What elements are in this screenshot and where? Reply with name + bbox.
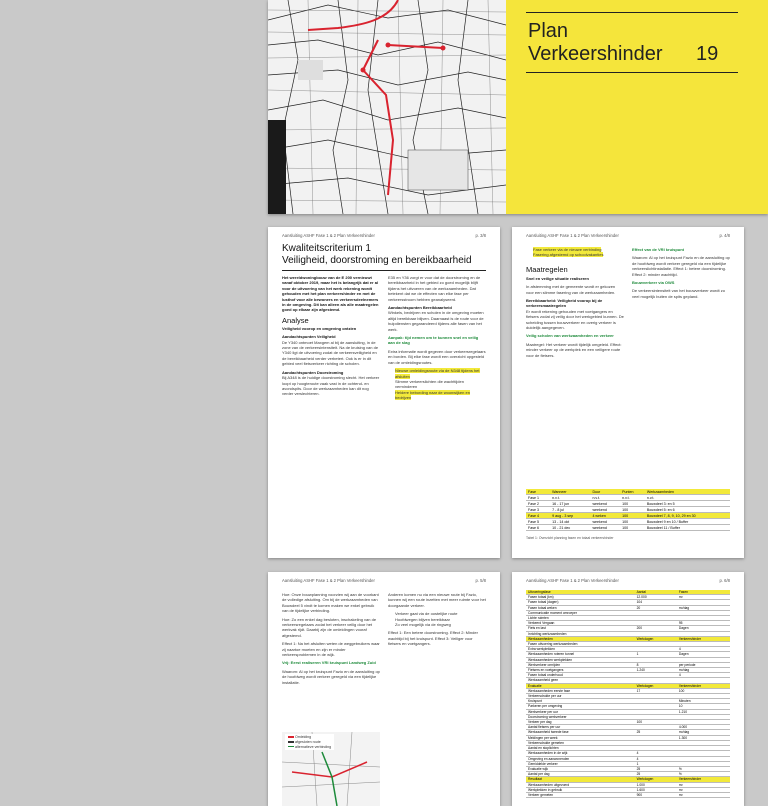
route-map-illustration [268, 0, 506, 214]
table-section-row: Werkzaamheden Werkdagen Verkeershinder [526, 636, 730, 641]
bullet-item: • Heldere bebording naar de woonwijken en bedrijven [395, 390, 486, 401]
table-row-highlighted: Fase 4 9 aug - 3 sep 4 weken 100 Bouwdeel 7, 8, 9, 10, 29 en 30 [526, 513, 730, 519]
col2-text: E35 en Y36 zorgt er voor dat de doorstroming en de bereikbaarheid in het gebied zo goed mogelijk blijft tijdens het uitvoeren van de werkzaamheden. Dat betekent dat we de effecten van elke fase per verkeersstroom hebben geanalyseerd. [388, 275, 481, 302]
table-row: Verkeer gemeten 900 m² [526, 792, 730, 797]
table-row: Werkverkeer omrijden 8 per periode [526, 662, 730, 667]
bullet-item: • Nieuwe omleidingsroute via de N348 tijdens het afsluiten [395, 368, 486, 379]
cover-title-line2: Verkeershinder [528, 43, 663, 65]
bullet-item: • Hoofdwegen blijven bereikbaar [395, 617, 486, 622]
table-header-row: Fase Wanneer Duur Punten Werkzaamheden [526, 489, 730, 495]
bullet-item: • Verkeer gaat via de oostelijke route [395, 611, 486, 616]
cover-title-line1: Plan [528, 20, 569, 42]
body-text: Effect 1: Een betere doorstroming. Effect 2: Minder wachttijd bij het kruispunt. Effect 3: Veiliger voor fietsers en voetgangers. [388, 630, 478, 647]
measures-green: Veilig scholen van werkzaamheden en verkeer [526, 333, 614, 339]
analysis-subheading: Veiligheid voorop en omgeving ontzien [282, 325, 357, 331]
legend-item: afgesloten route [288, 740, 331, 745]
ows-text: De verkeersintensiteit van het bouwverkeer wordt zo veel mogelijk buiten de spits gepland. [632, 288, 725, 299]
table-row: Werkzaamheden uitgevoerd 1.000 m² [526, 782, 730, 787]
legend-item: alternatieve verbinding [288, 745, 331, 750]
table-row: Kruispunt Minuten [526, 699, 730, 704]
body-text: Effect 1: Na het afsluiten weten de weggebruikers waar zij naartoe moeten en zijn er minder verkeersproblemen in de wijk. [282, 641, 380, 658]
right-column [388, 275, 486, 555]
data-table [526, 590, 730, 798]
table-row: Werkzaamheden werkplekken [526, 657, 730, 662]
table-section-row: Evaluatie Werkdagen Verkeershinder [526, 683, 730, 688]
ows-heading: Bouwverkeer via OWS [632, 280, 675, 286]
table-row: Fasen totaal weken 20 m²/dag [526, 605, 730, 610]
left-column [282, 275, 380, 555]
table-row: Werkzaamheden in de wijk 4 [526, 751, 730, 756]
measures-text: In afstemming met de gemeente wordt er gekozen voor een slimme fasering van de werkzaamheden. [526, 284, 616, 295]
detour-map [282, 732, 380, 806]
table-row: Fase 6 10 - 21 dec weekend 100 Bouwdeel 11 / Buffer [526, 525, 730, 531]
table-row: Fiets en last 200 Dagen [526, 626, 730, 631]
table-row: Fase 3 7 - 8 jul weekend 100 Bouwdeel 5: en 6 [526, 507, 730, 513]
measures-heading: Maatregelen [526, 264, 568, 274]
approach-heading: Aanpak: tijd nemen om te kunnen snel en veilig aan de slag [388, 335, 479, 346]
table-row: Verkeer per dag 100 [526, 720, 730, 725]
table-row: Communicatie moment omroeper [526, 610, 730, 615]
body-text: Hoe: Onze bouwplanning voorzien wij aan de voorkant de volledige afsluiting. Om bij de werkzaamheden van Bouwdeel 5 vindt te komen maken we enkel gebruik van de tijdelijke verbinding. [282, 592, 379, 614]
legend-item: Omleiding [288, 735, 331, 740]
cover-rule-top [526, 12, 738, 13]
table-row: Fase 2 16 - 17 jun weekend 100 Bouwdeel 3: en 5 [526, 501, 730, 507]
left-column [282, 592, 380, 732]
spread2-left-page [268, 572, 500, 806]
cover-rule-bottom [526, 72, 738, 73]
table-row: Fase 1 n.v.t. n.v.t. n.v.t. n.v.t. [526, 495, 730, 501]
page-header: Aansluiting ASHF Fase 1 & 2 Plan Verkeershinder [526, 233, 619, 238]
cover-page [268, 0, 768, 214]
heading-rule [282, 270, 486, 271]
spread2-right-page [512, 572, 744, 806]
cover-yellow-panel [506, 0, 768, 214]
table-header-row: Uitvoeringsfase Aantal Fasen [526, 590, 730, 595]
safety-title: Aandachtspunten Veiligheid [282, 334, 336, 340]
measures-text3: Maatregel: Het verkeer wordt tijdelijk omgeleid. Effect: minder verkeer op de werkplek en een veiligere route voor de fietsers. [526, 341, 622, 358]
table-row: Omgeving en aanwonenden 4 [526, 756, 730, 761]
table-row: Aantal per dag 25 % [526, 772, 730, 777]
body-text: Anderen komen nu via een nieuwe route bij Fazio, kunnen wij een route inzetten met meer ruimte voor het doorgaande verkeer. [388, 592, 486, 608]
table-row: Extra werkplekken 4 [526, 647, 730, 652]
table-row: Werkzaamheid tweede fase 25 m²/dag [526, 730, 730, 735]
intro-text: Het wereldwoningbouw van de E 200 vernieuwt vanaf oktober 2019, maar het is belangrijk dat er al voor de uitvoering van het werk rekening wordt gehouden met het plan verkeershinder en met de lusthof voor alle bewoners en verkeersdeelnemers in de omgeving. Dit kan alleen als alle maatregelen goed op elkaar zijn afgestemd. [282, 275, 379, 313]
vri-heading: Effect van de VRI kruispunt [632, 247, 685, 252]
heading-line2: Veiligheid, doorstroming en bereikbaarheid [282, 255, 472, 266]
flow-text: Bij A348 is de huidige doorstroming slecht. Het verkeer loopt op hoogteroute vaak vast in de ochtend- en avondspits. Door de werkzaamheden kan dit nog verder verslechteren. [282, 375, 380, 397]
table-row: Fasen totaal (km) 12.000 m² [526, 595, 730, 600]
body-text: Waarom: Al op het kruispunt Fazio en de aansluiting op de hoofdweg wordt verkeer geregeld via een tijdelijke installatie. [282, 668, 380, 685]
body-text: Hoe: Zo een enkel dag besloten, inschakeling van de verkeersregelaars zodat het verkeer veilig door het werkvak rijdt. Daarbij zijn de omleidingen vooraf afgestemd. [282, 616, 377, 638]
table-row: Werkzaamheden eerste fase 17 100 [526, 688, 730, 693]
safety-text: De Y340 ontmoet Maxgem al bij de aansluiting, in de zone van de verkeersintensiteit. Na de kruising van de Y340 ligt de uitvoering zodat de verkeersveiligheid en de bereikbaarheid verder verbetert. Ook is er in dit gebied veel fietsverkeer richting de scholen. [282, 339, 379, 367]
table-row: Aantal fietsers per uur 4.000 [526, 725, 730, 730]
spread1-right-page [512, 227, 744, 558]
analysis-heading: Analyse [282, 315, 309, 325]
approach-text: Extra informatie wordt gegeven door verkeersregelaars en borden. Bij elke fase wordt een overzicht opgesteld van de omleidingsroutes. [388, 348, 486, 365]
table-row: Verkeersdrukte gemeten [526, 740, 730, 745]
bullet-item: • Zo veel mogelijk via de ringweg [395, 622, 486, 627]
intro-bullets [526, 247, 624, 258]
table-row: Fasen totaal (dagen) 104 [526, 600, 730, 605]
phase-table [526, 489, 730, 531]
accessibility-title: Aandachtspunten Bereikbaarheid [388, 305, 452, 311]
page-header: Aansluiting ASHF Fase 1 & 2 Plan Verkeershinder [282, 233, 375, 238]
table-row: Lichte ruimten [526, 616, 730, 621]
table-row: Werkverkeer per uur 1.210 [526, 709, 730, 714]
table-row: Fietsers en voetgangers 1.240 m²/dag [526, 668, 730, 673]
bullet-item: • Slimme verkeerslichten die wachttijden verminderen [395, 379, 486, 390]
heading-line1: Kwaliteitscriterium 1 [282, 243, 371, 254]
bullet-item: • Fase verkeer via de nieuwe verbinding [533, 247, 624, 252]
table-row: Meldingen per week 1.300 [526, 735, 730, 740]
measures-text2: Er wordt rekening gehouden met voetgangers en fietsers zodat zij veilig door het werkgebied kunnen. De scheiding tussen bouwverkeer en overig verkeer is duidelijk aangegeven. [526, 308, 624, 331]
table-row: Fasen uitvoering werkzaamheden [526, 642, 730, 647]
table-row: Inrichting werkzaamheden [526, 631, 730, 636]
table-row: Werkzaamheden roteren tunnel 1 Dagen [526, 652, 730, 657]
vri-text: Waarom: Al op het kruispunt Fazio en de aansluiting op de hoofdweg wordt verkeer geregeld via een tijdelijke verkeerslichtinstallatie. Effect 1: betere doorstroming. Effect 2: minder wachttijd. [632, 255, 730, 277]
cover-map [268, 0, 506, 214]
table-row: Werkzaamheid geen [526, 678, 730, 683]
left-column [526, 247, 624, 512]
table-row: Verkeerd Vergaan 95 [526, 621, 730, 626]
spread1-left-page [268, 227, 500, 558]
page-number: p. 5/8 [475, 578, 486, 583]
bullet-item: • Fasering afgestemd op schoolvakanties [533, 252, 624, 257]
page-number: p. 4/8 [719, 233, 730, 238]
page-number: p. 3/8 [475, 233, 486, 238]
table-row: Gemiddelde verkeer 1 [526, 761, 730, 766]
right-column [388, 592, 486, 802]
table-row: Verkeersdrukte per uur [526, 694, 730, 699]
measures-title2: Bereikbaarheid: Veiligheid voorop bij de verkeersmaatregelen [526, 298, 603, 309]
flow-title: Aandachtspunten Doorstroming [282, 369, 344, 375]
cover-page-number: 19 [696, 43, 719, 65]
approach-bullets [388, 368, 486, 400]
table-section-row: Resultaat Werkdagen Verkeershinder [526, 777, 730, 782]
map-legend [285, 734, 334, 750]
table-row: Fase 5 13 - 14 okt weekend 100 Bouwdeel 9 en 10 / Buffer [526, 519, 730, 525]
table-row: Fasen totaal onderhoud 4 [526, 673, 730, 678]
page-header: Aansluiting ASHF Fase 1 & 2 Plan Verkeershinder [282, 578, 375, 583]
table-row: Evaluatie wijk 25 % [526, 766, 730, 771]
page-number: p. 6/8 [719, 578, 730, 583]
table-row: Werkplekken in gebruik 1.600 m² [526, 787, 730, 792]
vri-heading: Vrij: Eerst realiseren VRI kruispunt Landweg Zuid [282, 660, 376, 666]
page-header: Aansluiting ASHF Fase 1 & 2 Plan Verkeershinder [526, 578, 619, 583]
table-row: Aantal en stoplichten [526, 746, 730, 751]
table-caption: Tabel 1: Overzicht planning fasen en totaal verkeershinder [526, 536, 614, 540]
table-row: Doorstroming werkverkeer [526, 714, 730, 719]
measures-subheading: Snel en veilige situatie realiseren [526, 275, 589, 281]
table-row: Parkeren per omgeving 10 [526, 704, 730, 709]
route-bullets [388, 611, 486, 627]
right-column [632, 247, 730, 512]
accessibility-text: Winkels, bedrijven en scholen in de omgeving moeten altijd bereikbaar blijven. Daarnaast is de route voor de hulpdiensten gegarandeerd tijdens alle fasen van het werk. [388, 310, 484, 332]
